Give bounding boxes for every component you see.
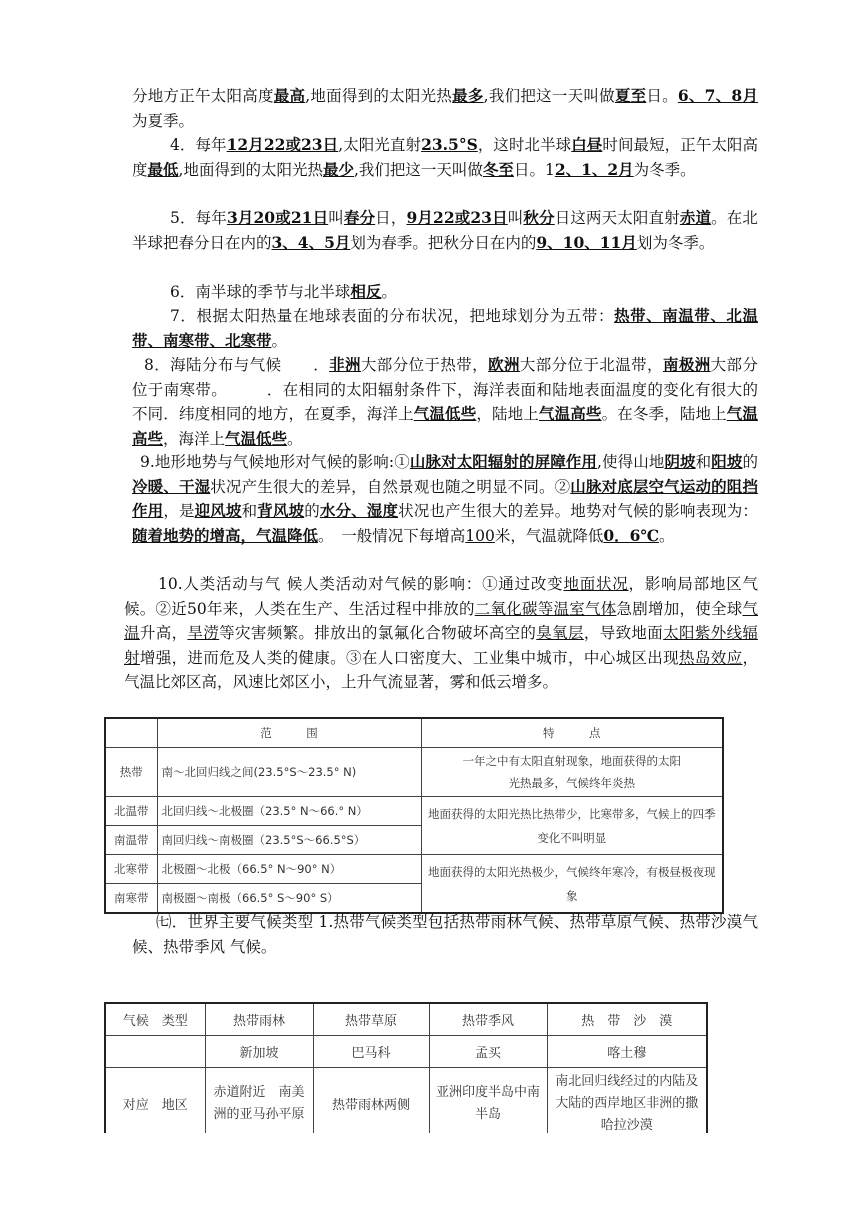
paragraph-human-activity: 10.人类活动与气 候人类活动对气候的影响：①通过改变地面状况，影响局部地区气候。②近50年来，人类在生产、生活过程中排放的二氧化碳等温室气体急剧增加，使全球气温升高，旱涝等灾害频繁。排放出的氯氟化合物破坏高空的臭氧层，导致地面太阳紫外线辐射增强，进而危及人类的健康。③在人口密度大、工业集中城市，中心城区出现热岛效应，气温比郊区高，风速比郊区小，上升气流显著，雾和低云增多。: [124, 575, 758, 691]
zone-name: 北寒带: [105, 855, 157, 884]
zone-name: 南温带: [105, 826, 157, 855]
zone-range: 南～北回归线之间(23.5°S～23.5° N): [157, 748, 421, 797]
paragraph-summer: 分地方正午太阳高度最高,地面得到的太阳光热最多,我们把这一天叫做夏至日。6、7、8月为夏季。: [132, 86, 758, 130]
zone-name: 南寒带: [105, 884, 157, 914]
paragraph-land-sea: 8．海陆分布与气候 ．非洲大部分位于热带，欧洲大部分位于北温带，南极洲大部分位于南寒带。 ．在相同的太阳辐射条件下，海洋表面和陆地表面温度的变化有很大的不同．纬度相同的地方，在夏季，海洋上气温低些，陆地上气温高些。在冬季，陆地上气温高些，海洋上气温低些。: [132, 355, 758, 448]
zone-range: 北回归线～北极圈（23.5° N～66.° N）: [157, 797, 421, 826]
zone-range: 北极圈～北极（66.5° N～90° N）: [157, 855, 421, 884]
paragraph-five-zones: 7．根据太阳热量在地球表面的分布状况，把地球划分为五带：热带、南温带、北温带、南寒带、北寒带。: [132, 306, 758, 350]
climate-types-table: [104, 1002, 708, 1133]
zone-feature: 地面获得的太阳光热极少，气候终年寒冷，有极昼极夜现象: [421, 855, 723, 914]
zone-range: 南极圈～南极（66.5° S～90° S）: [157, 884, 421, 914]
paragraph-equinox: 5．每年3月20或21日叫春分日，9月22或23日叫秋分日这两天太阳直射赤道。在北半球把春分日在内的3、4、5月划为春季。把秋分日在内的9、10、11月划为冬季。: [132, 208, 758, 252]
table-row: 对应 地区 赤道附近 南美洲的亚马孙平原 热带雨林两侧 亚洲印度半岛中南半岛 南北回归线经过的内陆及大陆的西岸地区非洲的撒哈拉沙漠: [105, 1067, 707, 1133]
paragraph-terrain: 9.地形地势与气候地形对气候的影响:①山脉对太阳辐射的屏障作用,使得山地阴坡和阳坡的冷暖、干湿状况产生很大的差异，自然景观也随之明显不同。②山脉对底层空气运动的阻挡作用，是迎风坡和背风坡的水分、湿度状况也产生很大的差异。地势对气候的影响表现为：随着地势的增高，气温降低。 一般情况下每增高100米，气温就降低0．6℃。: [132, 452, 758, 545]
zone-name: 热带: [105, 748, 157, 797]
paragraph-winter: 4．每年12月22或23日,太阳光直射23.5°S，这时北半球白昼时间最短，正午太阳高度最低,地面得到的太阳光热最少,我们把这一天叫做冬至日。12、1、2月为冬季。: [132, 135, 758, 179]
zone-feature: 一年之中有太阳直射现象，地面获得的太阳光热最多，气候终年炎热: [421, 748, 723, 797]
zone-name: 北温带: [105, 797, 157, 826]
header-feature: 特 点: [421, 718, 723, 748]
paragraph-climate-types: ㈦．世界主要气候类型 1.热带气候类型包括热带雨林气候、热带草原气候、热带沙漠气候、热带季风 气候。: [132, 913, 758, 956]
header-range: 范 围: [157, 718, 421, 748]
zone-feature: 地面获得的太阳光热比热带少，比寒带多，气候上的四季变化不叫明显: [421, 797, 723, 855]
zone-range: 南回归线～南极圈（23.5°S～66.5°S）: [157, 826, 421, 855]
paragraph-southern: 6．南半球的季节与北半球相反。: [170, 282, 397, 301]
table-row: 新加坡 巴马科 孟买 喀土穆: [105, 1035, 707, 1067]
table-header-row: 气候 类型 热带雨林 热带草原 热带季风 热 带 沙 漠: [105, 1003, 707, 1035]
